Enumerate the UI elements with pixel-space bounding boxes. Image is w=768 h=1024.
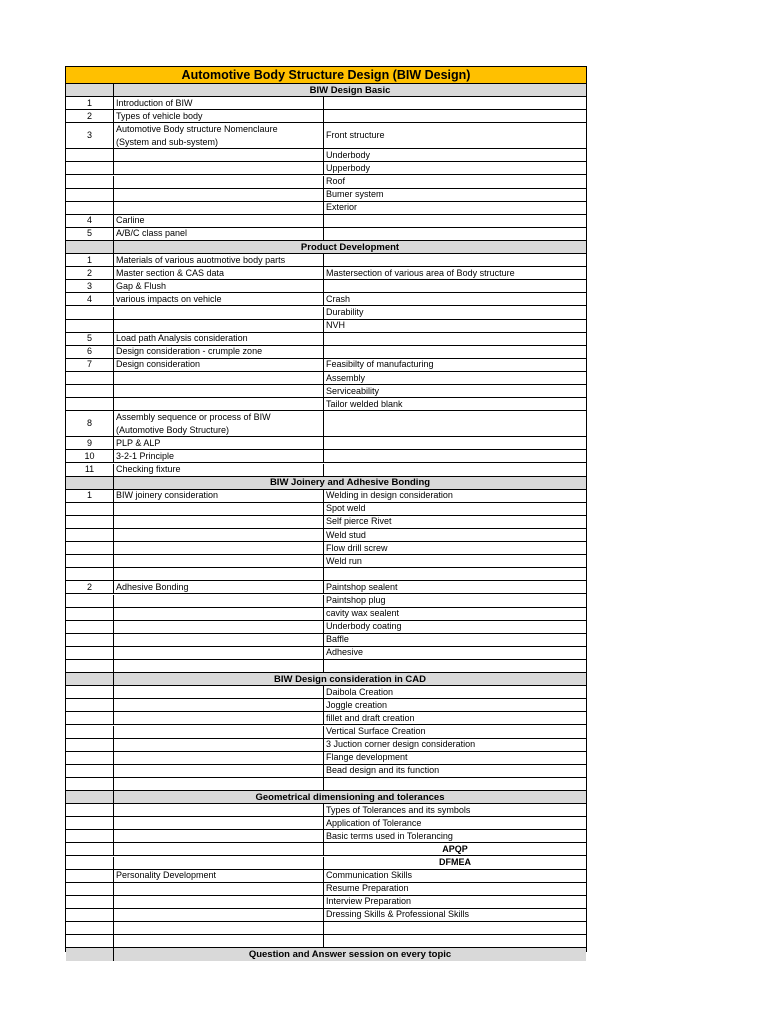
table-row [66,621,586,634]
subtopic-cell: Serviceability [326,385,380,396]
subtopic-cell: cavity wax sealent [326,608,400,619]
topic-cell [114,699,324,711]
table-row [66,843,586,856]
table-row [66,568,586,581]
subtopic-cell [324,922,586,934]
row-number: 5 [66,333,114,345]
topic-cell [114,830,324,842]
subtopic-cell: Paintshop sealent [326,581,398,592]
row-number [66,162,114,174]
table-row [66,503,586,516]
topic-cell [114,542,324,554]
table-row [66,765,586,778]
row-number: 7 [66,359,114,371]
table-row [66,346,586,359]
table-row [66,542,586,555]
subtopic-cell: Paintshop plug [326,595,386,606]
row-number [66,739,114,751]
subtopic-cell: Types of Tolerances and its symbols [326,804,471,815]
row-number [66,398,114,410]
subtopic-cell: Welding in design consideration [326,490,453,501]
topic-cell [114,804,324,816]
subtopic-cell: Communication Skills [326,870,413,881]
subtopic-cell: Underbody coating [326,621,402,632]
row-number [66,752,114,764]
topic-cell [114,189,324,201]
row-number [66,948,114,961]
table-row [66,712,586,725]
subtopic-cell: Mastersection of various area of Body structure [326,267,515,278]
row-number [66,568,114,580]
table-row [66,830,586,843]
topic-cell: Master section & CAS data [114,267,324,279]
row-number: 8 [66,411,114,436]
table-row [66,254,586,267]
subtopic-cell [324,254,586,266]
row-number: 10 [66,450,114,462]
topic-cell [114,529,324,541]
row-number [66,529,114,541]
subtopic-cell: fillet and draft creation [326,712,415,723]
row-number: 1 [66,97,114,109]
row-number [66,843,114,855]
topic-cell [114,843,324,855]
subtopic-cell [324,228,586,240]
subtopic-cell [324,215,586,227]
topic-cell [114,765,324,777]
subtopic-cell [324,437,586,449]
subtopic-cell: Exterior [326,202,358,213]
table-row [66,660,586,673]
row-number [66,189,114,201]
row-number [66,804,114,816]
subtopic-cell: NVH [326,320,346,331]
table-row [66,752,586,765]
row-number [66,673,114,685]
subtopic-cell: Interview Preparation [326,896,412,907]
subtopic-cell [324,935,586,947]
subtopic-cell: Tailor welded blank [326,398,403,409]
subtopic-cell: Roof [326,176,346,187]
topic-cell: Materials of various auotmotive body parts [114,254,324,266]
table-row [66,215,586,228]
table-row [66,857,586,870]
topic-cell: Checking fixture [114,464,324,476]
table-row [66,411,586,437]
table-row [66,804,586,817]
section-title: BIW Design consideration in CAD [114,673,586,685]
topic-cell [114,398,324,410]
row-number: 2 [66,110,114,122]
subtopic-cell: Adhesive [326,647,364,658]
topic-cell [114,739,324,751]
row-number [66,870,114,882]
topic-cell [114,909,324,921]
row-number [66,307,114,319]
table-row [66,739,586,752]
subtopic-cell: Daibola Creation [326,686,394,697]
subtopic-cell [324,450,586,462]
subtopic-cell: Basic terms used in Tolerancing [326,830,453,841]
row-number: 1 [66,490,114,502]
topic-cell [114,385,324,397]
table-row [66,280,586,293]
section-header-row [66,948,586,961]
table-row [66,267,586,280]
subtopic-cell: Upperbody [326,162,371,173]
topic-cell [114,726,324,738]
topic-cell: Carline [114,215,324,227]
row-number: 3 [66,123,114,148]
title-row [66,67,586,84]
table-row [66,817,586,830]
table-row [66,228,586,241]
row-number [66,621,114,633]
subtopic-cell: Self pierce Rivet [326,516,392,527]
subtopic-cell [324,660,586,672]
topic-cell [114,307,324,319]
subtopic-cell [324,97,586,109]
topic-cell [114,516,324,528]
row-number [66,922,114,934]
subtopic-cell: Crash [326,293,351,304]
row-number [66,176,114,188]
table-row [66,581,586,594]
row-number [66,516,114,528]
section-header-row [66,477,586,490]
table-row [66,699,586,712]
subtopic-cell: Vertical Surface Creation [326,726,426,737]
table-row [66,293,586,306]
table-row [66,909,586,922]
table-row [66,320,586,333]
row-number [66,686,114,698]
subtopic-cell: APQP [442,843,468,854]
table-row [66,110,586,123]
table-row [66,896,586,909]
section-title: Product Development [114,241,586,253]
row-number: 4 [66,293,114,305]
row-number [66,241,114,253]
row-number [66,712,114,724]
topic-cell [114,778,324,790]
row-number [66,634,114,646]
subtopic-cell [324,333,586,345]
topic-cell [114,202,324,214]
topic-cell [114,555,324,567]
table-row [66,555,586,568]
table-row [66,529,586,542]
table-row [66,359,586,372]
topic-cell: Design consideration - crumple zone [114,346,324,358]
row-number [66,647,114,659]
table-row [66,437,586,450]
table-row [66,307,586,320]
topic-cell: PLP & ALP [114,437,324,449]
row-number: 5 [66,228,114,240]
row-number [66,84,114,96]
topic-cell [114,686,324,698]
section-title: Geometrical dimensioning and tolerances [114,791,586,803]
subtopic-cell [324,568,586,580]
table-row [66,189,586,202]
topic-cell: Personality Development [114,870,324,882]
row-number [66,883,114,895]
row-number: 2 [66,267,114,279]
section-header-row [66,673,586,686]
topic-cell [114,817,324,829]
table-row [66,647,586,660]
table-row [66,490,586,503]
table-row [66,608,586,621]
topic-cell [114,883,324,895]
subtopic-cell: Front structure [326,130,385,141]
subtopic-cell [324,346,586,358]
topic-cell [114,896,324,908]
section-header-row [66,241,586,254]
subtopic-cell [324,280,586,292]
topic-cell [114,568,324,580]
table-row [66,464,586,477]
topic-cell: Adhesive Bonding [114,581,324,593]
subtopic-cell: Weld stud [326,529,366,540]
topic-cell [114,634,324,646]
subtopic-cell [324,464,586,476]
topic-cell: BIW joinery consideration [114,490,324,502]
subtopic-cell: Underbody [326,149,371,160]
table-row [66,883,586,896]
row-number: 11 [66,464,114,476]
topic-cell [114,857,324,869]
subtopic-cell [324,411,586,436]
topic-cell: Design consideration [114,359,324,371]
row-number [66,857,114,869]
row-number [66,726,114,738]
topic-cell: various impacts on vehicle [114,293,324,305]
row-number [66,555,114,567]
row-number: 2 [66,581,114,593]
topic-cell [114,595,324,607]
topic-cell [114,922,324,934]
topic-cell [114,162,324,174]
row-number [66,935,114,947]
row-number: 3 [66,280,114,292]
row-number [66,385,114,397]
row-number [66,477,114,489]
topic-cell: Types of vehicle body [114,110,324,122]
table-row [66,450,586,463]
row-number [66,896,114,908]
table-row [66,634,586,647]
topic-cell [114,503,324,515]
topic-cell [114,608,324,620]
row-number [66,503,114,515]
table-row [66,686,586,699]
section-header-row [66,791,586,804]
subtopic-cell: Durability [326,307,364,318]
row-number: 1 [66,254,114,266]
topic-cell: A/B/C class panel [114,228,324,240]
subtopic-cell: Joggle creation [326,699,388,710]
topic-cell [114,660,324,672]
subtopic-cell: Bumer system [326,189,384,200]
table-row [66,935,586,948]
table-row [66,778,586,791]
table-row [66,870,586,883]
subtopic-cell: Assembly [326,372,366,383]
table-row [66,372,586,385]
topic-cell: Introduction of BIW [114,97,324,109]
subtopic-cell [324,110,586,122]
table-row [66,516,586,529]
row-number: 6 [66,346,114,358]
row-number [66,699,114,711]
document-title: Automotive Body Structure Design (BIW Design) [66,67,586,83]
topic-cell [114,712,324,724]
table-row [66,385,586,398]
row-number [66,765,114,777]
subtopic-cell [324,778,586,790]
topic-cell [114,176,324,188]
section-title: BIW Joinery and Adhesive Bonding [114,477,586,489]
table-row [66,398,586,411]
subtopic-cell: 3 Juction corner design consideration [326,739,476,750]
subtopic-cell: Spot weld [326,503,366,514]
row-number [66,595,114,607]
subtopic-cell: Application of Tolerance [326,817,422,828]
subtopic-cell: Bead design and its function [326,765,440,776]
row-number [66,608,114,620]
row-number [66,372,114,384]
table-row [66,123,586,149]
table-row [66,176,586,189]
topic-cell [114,320,324,332]
table-row [66,922,586,935]
subtopic-cell: Feasibilty of manufacturing [326,359,434,370]
course-table [65,66,587,961]
table-row [66,162,586,175]
topic-cell: Automotive Body structure Nomenclaure (System and sub-system) [114,123,324,148]
row-number [66,202,114,214]
section-title: Question and Answer session on every topic [114,948,586,961]
topic-cell: Gap & Flush [114,280,324,292]
table-row [66,202,586,215]
row-number [66,817,114,829]
row-number [66,791,114,803]
topic-cell [114,149,324,161]
topic-cell: 3-2-1 Principle [114,450,324,462]
table-row [66,726,586,739]
subtopic-cell: Weld run [326,555,362,566]
table-row [66,595,586,608]
row-number [66,778,114,790]
subtopic-cell: DFMEA [439,857,471,868]
row-number: 4 [66,215,114,227]
topic-cell: Assembly sequence or process of BIW (Automotive Body Structure) [114,411,324,436]
section-title: BIW Design Basic [114,84,586,96]
row-number: 9 [66,437,114,449]
subtopic-cell: Flange development [326,752,408,763]
row-number [66,830,114,842]
row-number [66,320,114,332]
section-header-row [66,84,586,97]
subtopic-cell: Baffle [326,634,349,645]
topic-cell [114,935,324,947]
topic-cell [114,752,324,764]
topic-cell [114,647,324,659]
topic-cell: Load path Analysis consideration [114,333,324,345]
subtopic-cell: Flow drill screw [326,542,388,553]
table-row [66,333,586,346]
subtopic-cell: Resume Preparation [326,883,409,894]
topic-cell [114,621,324,633]
row-number [66,909,114,921]
row-number [66,660,114,672]
table-row [66,149,586,162]
row-number [66,149,114,161]
topic-cell [114,372,324,384]
table-row [66,97,586,110]
row-number [66,542,114,554]
subtopic-cell: Dressing Skills & Professional Skills [326,909,470,920]
